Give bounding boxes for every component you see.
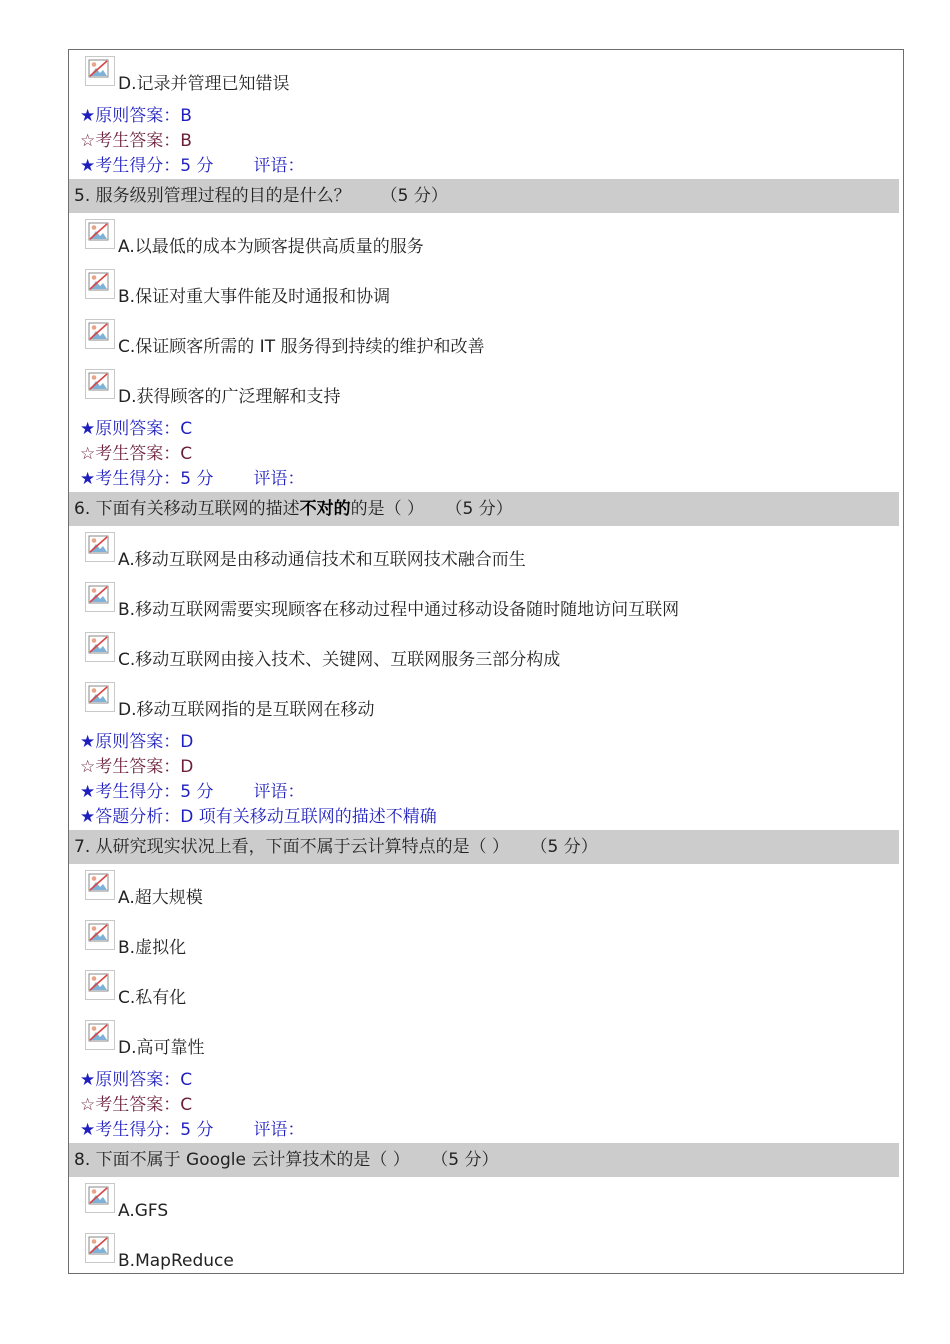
- answer-option: [69, 263, 903, 313]
- answer-option: [69, 626, 903, 676]
- broken-image-icon: [85, 682, 115, 712]
- broken-image-icon: [85, 920, 115, 950]
- standard-answer: ★原则答案：B: [80, 106, 192, 126]
- question-block: [69, 1143, 903, 1277]
- answer-option: [69, 1177, 903, 1227]
- student-answer: ☆考生答案：C: [80, 1095, 193, 1115]
- option-text: D.移动互联网指的是互联网在移动: [118, 700, 375, 720]
- answer-option: [69, 526, 903, 576]
- broken-image-icon: [85, 582, 115, 612]
- question-title: 5. 服务级别管理过程的目的是什么？: [74, 186, 351, 206]
- question-title: 6. 下面有关移动互联网的描述: [74, 499, 300, 519]
- question-title: 7. 从研究现实状况上看，下面不属于云计算特点的是（ ）: [74, 837, 510, 857]
- answer-option: [69, 363, 903, 413]
- comment-label: 评语：: [253, 156, 305, 176]
- broken-image-icon: [85, 532, 115, 562]
- option-text: A.超大规模: [118, 888, 203, 908]
- question-header: [69, 830, 899, 864]
- answer-option: [69, 964, 903, 1014]
- broken-image-icon: [85, 319, 115, 349]
- option-text: B.保证对重大事件能及时通报和协调: [118, 287, 391, 307]
- option-text: B.虚拟化: [118, 938, 187, 958]
- standard-answer: ★原则答案：C: [80, 1070, 193, 1090]
- question-points: （5 分）: [439, 1150, 499, 1170]
- answer-option: [69, 576, 903, 626]
- standard-answer: ★原则答案：C: [80, 419, 193, 439]
- answer-option: [69, 1014, 903, 1064]
- student-answer: ☆考生答案：B: [80, 131, 192, 151]
- exam-content: [69, 50, 903, 1277]
- option-text: D.记录并管理已知错误: [118, 74, 290, 94]
- answer-option: [69, 50, 903, 100]
- comment-label: 评语：: [253, 469, 305, 489]
- student-answer: ☆考生答案：D: [80, 757, 194, 777]
- option-text: C.私有化: [118, 988, 187, 1008]
- score-text: ★考生得分：5 分: [80, 1120, 214, 1140]
- answer-option: [69, 864, 903, 914]
- broken-image-icon: [85, 970, 115, 1000]
- carry-over-block: [69, 50, 903, 179]
- question-header: [69, 179, 899, 213]
- student-answer: ☆考生答案：C: [80, 444, 193, 464]
- comment-label: 评语：: [253, 1120, 305, 1140]
- question-points: （5 分）: [454, 499, 513, 519]
- score-line: [69, 154, 903, 179]
- question-block: [69, 492, 903, 830]
- score-line: [69, 1118, 903, 1143]
- answer-option: [69, 213, 903, 263]
- question-title-end: 的是（ ）: [350, 499, 425, 519]
- question-block: [69, 179, 903, 492]
- broken-image-icon: [85, 1020, 115, 1050]
- answer-option: [69, 313, 903, 363]
- broken-image-icon: [85, 632, 115, 662]
- option-text: C.移动互联网由接入技术、关键网、互联网服务三部分构成: [118, 650, 561, 670]
- question-block: [69, 830, 903, 1143]
- answer-option: [69, 1227, 903, 1277]
- option-text: A.GFS: [118, 1201, 169, 1221]
- score-text: ★考生得分：5 分: [80, 156, 214, 176]
- broken-image-icon: [85, 56, 115, 86]
- answer-option: [69, 914, 903, 964]
- exam-frame: [68, 49, 904, 1274]
- option-text: A.移动互联网是由移动通信技术和互联网技术融合而生: [118, 550, 526, 570]
- question-header: [69, 492, 899, 526]
- score-line: [69, 780, 903, 805]
- broken-image-icon: [85, 1183, 115, 1213]
- question-points: （5 分）: [380, 186, 448, 206]
- option-text: D.获得顾客的广泛理解和支持: [118, 387, 341, 407]
- broken-image-icon: [85, 870, 115, 900]
- broken-image-icon: [85, 1233, 115, 1263]
- question-header: [69, 1143, 899, 1177]
- broken-image-icon: [85, 219, 115, 249]
- broken-image-icon: [85, 369, 115, 399]
- option-text: B.MapReduce: [118, 1251, 234, 1271]
- broken-image-icon: [85, 269, 115, 299]
- question-title-emphasis: 不对的: [299, 499, 351, 519]
- option-text: A.以最低的成本为顾客提供高质量的服务: [118, 237, 424, 257]
- score-text: ★考生得分：5 分: [80, 782, 214, 802]
- score-line: [69, 467, 903, 492]
- option-text: D.高可靠性: [118, 1038, 205, 1058]
- standard-answer: ★原则答案：D: [80, 732, 194, 752]
- option-text: C.保证顾客所需的 IT 服务得到持续的维护和改善: [118, 337, 485, 357]
- score-text: ★考生得分：5 分: [80, 469, 214, 489]
- comment-label: 评语：: [253, 782, 305, 802]
- answer-analysis: ★答题分析：D 项有关移动互联网的描述不精确: [80, 807, 437, 827]
- option-text: B.移动互联网需要实现顾客在移动过程中通过移动设备随时随地访问互联网: [118, 600, 680, 620]
- question-title: 8. 下面不属于 Google 云计算技术的是（ ）: [74, 1150, 410, 1170]
- answer-option: [69, 676, 903, 726]
- question-points: （5 分）: [539, 837, 598, 857]
